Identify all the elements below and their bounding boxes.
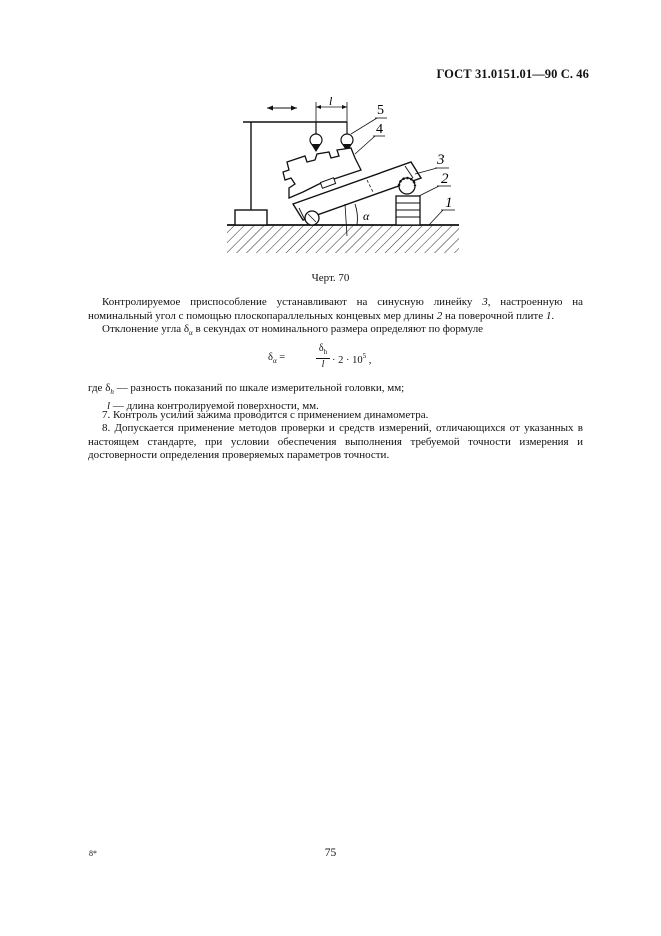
page-header: ГОСТ 31.0151.01—90 С. 46 xyxy=(436,67,589,81)
definition-l: l — длина контролируемой поверхности, мм. xyxy=(107,399,319,412)
label-3: 3 xyxy=(437,152,445,168)
definition-delta-h: где $\delta_h$ — разность показаний по шкале измерительной головки, мм; xyxy=(88,382,405,396)
page-number: 75 xyxy=(324,847,337,859)
paragraph-setup: Контролируемое приспособление устанавливают на синусную линейку 3, настроенную на номинальный угол с помощью плоскопараллельных концевых мер длины 2 на поверочной плите 1. xyxy=(88,296,583,322)
label-1: 1 xyxy=(445,195,453,211)
item-7: 7. Контроль усилий зажима проводится с применением динамометра. xyxy=(102,409,429,421)
sheet-mark: 8* xyxy=(89,849,97,858)
figure-70-diagram xyxy=(215,96,465,266)
figure-caption: Черт. 70 xyxy=(311,272,350,284)
label-2: 2 xyxy=(441,171,449,187)
measurement-setup-drawing xyxy=(215,96,465,266)
item-8: 8. Допускается применение методов проверки и средств измерений, отличающихся от указанных в настоящем стандарте, при условии обеспечения выполнения требуемой точности измерения и достоверности определения проверяемых параметров точности. xyxy=(88,422,583,461)
label-alpha: α xyxy=(363,209,370,223)
label-4: 4 xyxy=(376,122,383,137)
label-5: 5 xyxy=(377,103,384,118)
gauge-blocks xyxy=(396,196,420,225)
surface-plate xyxy=(227,225,459,253)
stand-base xyxy=(235,210,267,225)
paragraph-deviation: Отклонение угла $\delta_\alpha$ в секундах от номинального размера определяют по формуле xyxy=(102,323,484,337)
label-l: l xyxy=(329,96,333,108)
